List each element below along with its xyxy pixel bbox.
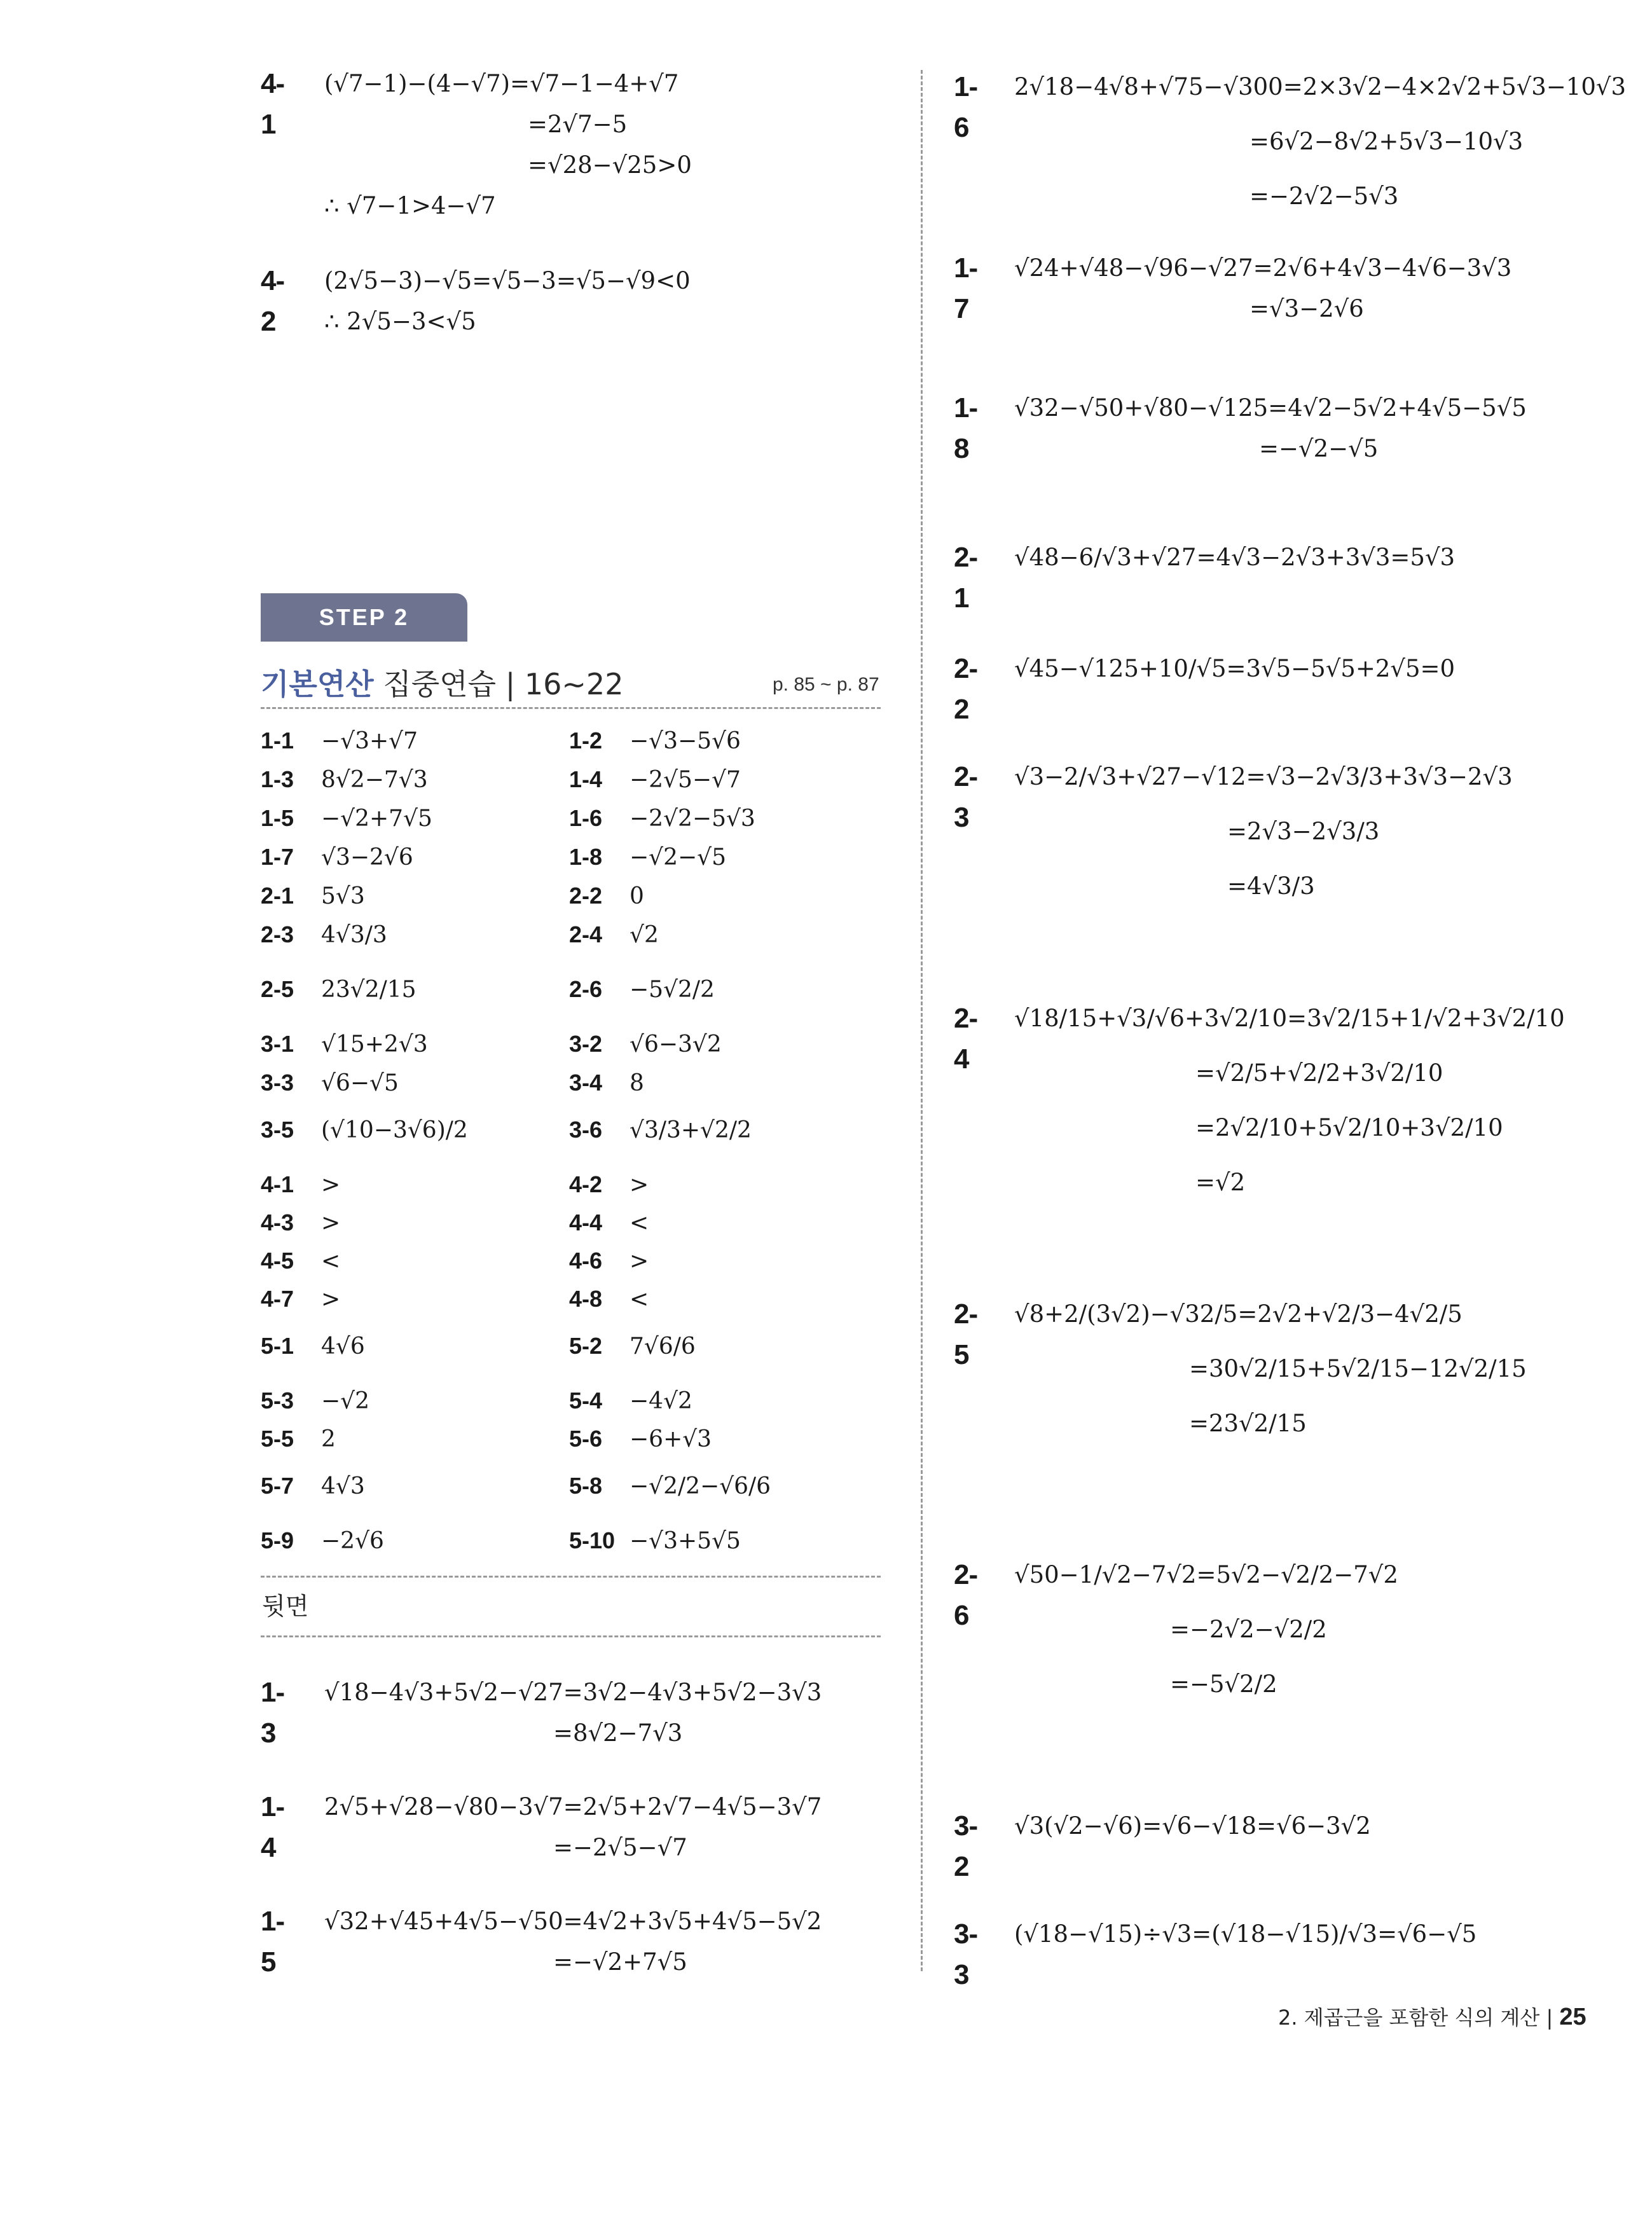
answer-value: (√10−3√6)/2 [321,1117,468,1143]
answer-value: 23√2/15 [321,977,416,1003]
answer-value: −√2 [321,1388,370,1414]
answer-key: 1-2 [569,727,603,754]
answer-key: 5-10 [569,1527,616,1553]
solution-line: √3−2/√3+√27−√12=√3−2√3/3+3√3−2√3 [1014,763,1513,790]
answer-value: −√2+7√5 [321,806,432,832]
solution-line: √24+√48−√96−√27=2√6+4√3−4√6−3√3 [1014,254,1512,282]
answer-key: 2-6 [569,976,603,1002]
problem-id: 2-5 [954,1298,978,1370]
answer-cell [261,1328,365,1365]
answer-cell [569,1166,649,1204]
answer-cell [569,1064,644,1102]
solution-line: √45−√125+10/√5=3√5−5√5+2√5=0 [1014,655,1456,682]
answer-key: 1-3 [261,766,294,792]
answer-value: 0 [630,883,644,909]
problem-id: 4-2 [261,265,285,337]
solution-line: √32+√45+4√5−√50=4√2+3√5+4√5−5√2 [324,1908,822,1935]
answer-key: 3-3 [261,1070,294,1096]
answer-value: −√2−√5 [630,844,727,871]
answer-value: −6+√3 [630,1426,712,1452]
solution-line: =√28−√25>0 [528,151,692,179]
answer-cell [261,839,413,876]
solution-line: =2√7−5 [528,111,628,138]
answer-cell [569,1382,692,1420]
answer-cell [261,878,365,915]
answer-key: 2-2 [569,883,603,909]
solution-line: =√2/5+√2/2+3√2/10 [1195,1059,1443,1087]
chapter-title: 2. 제곱근을 포함한 식의 계산 [1278,2006,1540,2030]
problem-id: 1-3 [261,1677,285,1749]
answer-cell [569,800,755,837]
page-footer [1278,2002,1587,2031]
answer-key: 1-5 [261,805,294,831]
answer-key: 4-6 [569,1248,603,1274]
answer-value: √3/3+√2/2 [630,1117,752,1143]
answer-cell [569,1026,722,1063]
answer-value: 7√6/6 [630,1333,696,1359]
answer-cell [261,1421,336,1458]
solution-line: =6√2−8√2+5√3−10√3 [1249,128,1524,155]
answer-cell [569,1242,649,1280]
problem-id: 2-6 [954,1559,978,1631]
answer-value: < [630,1210,649,1236]
solution-line: ∴ √7−1>4−√7 [324,192,496,219]
problem-id: 1-7 [954,252,978,324]
answer-value: √2 [630,922,659,948]
answer-key: 5-7 [261,1473,294,1499]
answer-cell [569,1281,649,1318]
answer-key: 4-5 [261,1248,294,1274]
answer-cell [261,722,418,760]
problem-id: 2-4 [954,1003,978,1075]
answer-cell [261,1112,468,1149]
answer-value: √6−√5 [321,1070,399,1096]
solution-line: 2√18−4√8+√75−√300=2×3√2−4×2√2+5√3−10√3 [1014,73,1626,100]
solution-line: =2√2/10+5√2/10+3√2/10 [1195,1114,1503,1141]
answer-cell [261,1281,340,1318]
answer-value: −2√6 [321,1528,384,1554]
back-divider-bottom [261,1635,881,1637]
answer-cell [261,1382,369,1420]
answer-value: √6−3√2 [630,1031,722,1057]
problem-id: 1-5 [261,1906,285,1978]
answer-key: 3-5 [261,1117,294,1143]
answer-cell [569,839,726,876]
answer-cell [261,1242,340,1280]
solution-line: =23√2/15 [1189,1410,1307,1437]
answer-value: 2 [321,1426,336,1452]
solution-line: =√3−2√6 [1249,295,1364,322]
solution-line: (2√5−3)−√5=√5−3=√5−√9<0 [324,267,691,294]
answer-key: 4-7 [261,1286,294,1312]
problem-id: 3-2 [954,1810,978,1882]
answer-key: 3-4 [569,1070,603,1096]
answer-key: 1-1 [261,727,294,754]
answer-value: 8 [630,1070,644,1096]
answer-cell [261,916,387,954]
answer-cell [261,1026,428,1063]
answer-value: √15+2√3 [321,1031,428,1057]
section-pages: p. 85 ~ p. 87 [773,674,879,695]
answer-key: 4-2 [569,1171,603,1197]
problem-id: 2-2 [954,653,978,725]
answer-key: 2-4 [569,921,603,947]
answer-value: > [630,1172,649,1198]
answer-cell [569,878,644,915]
solution-line: 2√5+√28−√80−3√7=2√5+2√7−4√5−3√7 [324,1793,822,1820]
answer-value: √3−2√6 [321,844,413,871]
answer-value: 4√3/3 [321,922,387,948]
answer-key: 5-5 [261,1426,294,1452]
solution-line: =8√2−7√3 [553,1719,683,1747]
column-divider [921,70,923,1971]
answer-cell [261,800,432,837]
answer-cell [261,1204,340,1242]
answer-key: 1-4 [569,766,603,792]
answer-cell [569,761,741,799]
answer-key: 3-2 [569,1031,603,1057]
solution-line: √3(√2−√6)=√6−√18=√6−3√2 [1014,1812,1371,1840]
answer-key: 5-3 [261,1387,294,1414]
answer-cell [261,1468,365,1505]
answer-value: 8√2−7√3 [321,767,428,793]
solution-line: √8+2/(3√2)−√32/5=2√2+√2/3−4√2/5 [1014,1300,1463,1328]
answer-key: 1-8 [569,844,603,870]
answer-value: 4√3 [321,1473,365,1499]
answer-value: −√2/2−√6/6 [630,1473,771,1499]
back-label: 뒷면 [262,1592,309,1620]
step-tab: STEP 2 [261,593,467,642]
answer-cell [569,1421,712,1458]
answer-value: −5√2/2 [630,977,715,1003]
solution-line: √50−1/√2−7√2=5√2−√2/2−7√2 [1014,1561,1398,1588]
solution-line: =−2√2−5√3 [1249,182,1399,210]
solution-line: √18/15+√3/√6+3√2/10=3√2/15+1/√2+3√2/10 [1014,1005,1565,1032]
answer-cell [261,971,416,1008]
answer-key: 1-7 [261,844,294,870]
answer-key: 3-6 [569,1117,603,1143]
answer-cell [569,1204,649,1242]
answer-key: 2-3 [261,921,294,947]
answer-key: 4-3 [261,1209,294,1235]
problem-id: 1-4 [261,1791,285,1863]
answer-value: −√3−5√6 [630,728,741,754]
answer-value: < [630,1286,649,1312]
solution-line: =2√3−2√3/3 [1227,818,1380,845]
answer-key: 4-1 [261,1171,294,1197]
answer-value: 5√3 [321,883,365,909]
solution-line: =−√2−√5 [1259,435,1379,462]
answer-cell [261,1064,399,1102]
answer-cell [261,761,428,799]
page-number: 25 [1559,2004,1587,2030]
solution-line: =4√3/3 [1227,872,1315,900]
solution-line: (√18−√15)÷√3=(√18−√15)/√3=√6−√5 [1014,1920,1477,1948]
answer-key: 5-6 [569,1426,603,1452]
answer-key: 5-8 [569,1473,603,1499]
answer-cell [569,1522,741,1560]
solution-line: =√2 [1195,1169,1246,1196]
solution-line: ∴ 2√5−3<√5 [324,308,476,335]
solution-line: =−5√2/2 [1170,1670,1277,1698]
answer-cell [569,722,741,760]
back-divider-top [261,1576,881,1578]
problem-id: 2-1 [954,542,978,614]
answer-value: −2√2−5√3 [630,806,755,832]
problem-id: 2-3 [954,761,978,833]
answer-value: −2√5−√7 [630,767,741,793]
answer-cell [261,1522,384,1560]
answer-cell [569,1112,752,1149]
section-title-rest: 집중연습 | 16~22 [373,667,624,701]
solution-line: =−√2+7√5 [553,1948,687,1976]
answer-cell [569,916,659,954]
answer-key: 1-6 [569,805,603,831]
answer-key: 4-8 [569,1286,603,1312]
answer-key: 5-4 [569,1387,603,1414]
answer-key: 4-4 [569,1209,603,1235]
problem-id: 4-1 [261,68,285,140]
solution-line: √48−6/√3+√27=4√3−2√3+3√3=5√3 [1014,544,1456,571]
answer-key: 3-1 [261,1031,294,1057]
answer-cell [261,1166,340,1204]
answer-value: > [321,1286,341,1312]
solution-line: =−2√5−√7 [553,1834,687,1861]
answer-key: 5-1 [261,1333,294,1359]
answer-value: > [630,1248,649,1274]
footer-separator: | [1546,2006,1560,2030]
problem-id: 3-3 [954,1918,978,1990]
section-title [261,661,623,703]
answer-cell [569,971,715,1008]
answer-key: 5-9 [261,1527,294,1553]
answer-value: −√3+5√5 [630,1528,741,1554]
solution-line: (√7−1)−(4−√7)=√7−1−4+√7 [324,70,679,97]
section-divider [261,707,881,709]
answer-key: 2-5 [261,976,294,1002]
answer-value: −4√2 [630,1388,692,1414]
solution-line: =−2√2−√2/2 [1170,1616,1327,1643]
answer-key: 2-1 [261,883,294,909]
solution-line: √18−4√3+5√2−√27=3√2−4√3+5√2−3√3 [324,1679,822,1706]
section-title-emphasis: 기본연산 [261,667,374,701]
solution-line: √32−√50+√80−√125=4√2−5√2+4√5−5√5 [1014,394,1527,422]
problem-id: 1-6 [954,71,978,143]
answer-value: −√3+√7 [321,728,418,754]
answer-cell [569,1328,696,1365]
answer-cell [569,1468,771,1505]
answer-value: 4√6 [321,1333,365,1359]
solution-line: =30√2/15+5√2/15−12√2/15 [1189,1355,1527,1382]
answer-value: > [321,1172,341,1198]
answer-value: > [321,1210,341,1236]
answer-value: < [321,1248,341,1274]
answer-key: 5-2 [569,1333,603,1359]
problem-id: 1-8 [954,392,978,464]
